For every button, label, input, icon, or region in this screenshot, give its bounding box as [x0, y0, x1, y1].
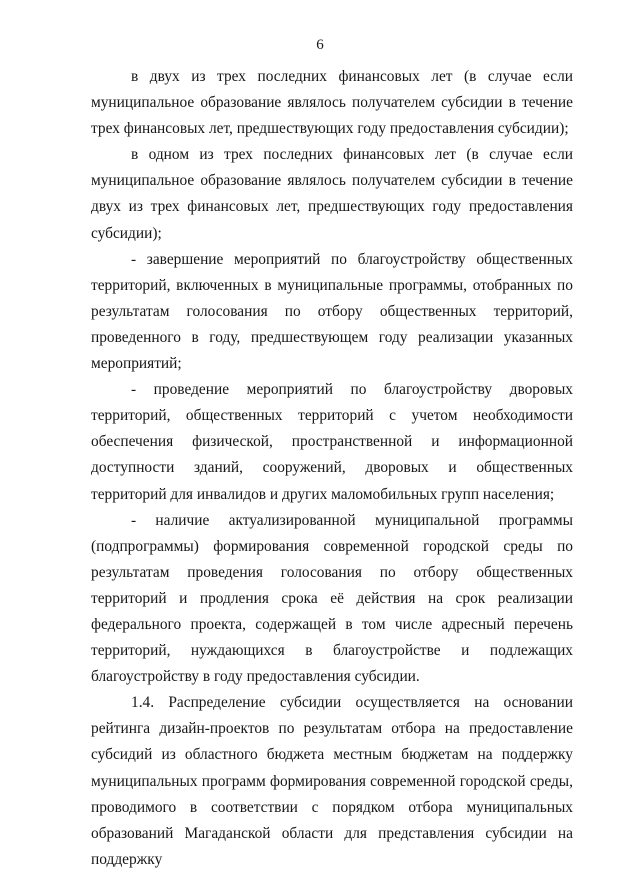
paragraph-one-of-three-years: в одном из трех последних финансовых лет (в случае если муниципальное образование являлось получателем субсидии в течение двух из трех финансовых лет, предшествующих году предоставления субсидии);	[91, 146, 573, 242]
paragraph-accessibility-works: - проведение мероприятий по благоустройству дворовых территорий, общественных территорий с учетом необходимости обеспечения физической, пространственной и информационной доступности зданий, сооружений, дворовых и общественных территорий для инвалидов и других маломобильных групп населения;	[91, 381, 573, 503]
paragraph-updated-program: - наличие актуализированной муниципальной программы (подпрограммы) формирования современной городской среды по результатам проведения голосования по отбору общественных территорий и продления срока её действия на срок реализации федерального проекта, содержащей в том числе адресный перечень территорий, нуждающихся в благоустройстве и подлежащих благоустройству в году предоставления субсидии.	[91, 511, 573, 686]
paragraph-two-of-three-years: в двух из трех последних финансовых лет (в случае если муниципальное образование являлось получателем субсидии в течение трех финансовых лет, предшествующих году предоставления субсидии);	[91, 68, 573, 138]
paragraph-completion-of-works: - завершение мероприятий по благоустройству общественных территорий, включенных в муниципальные программы, отобранных по результатам голосования по отбору общественных территорий, проведенного в году, предшествующем году реализации указанных мероприятий;	[91, 250, 573, 373]
page-number: 6	[316, 37, 324, 53]
document-body	[91, 64, 573, 873]
paragraph-section-1-4: 1.4. Распределение субсидии осуществляется на основании рейтинга дизайн-проектов по результатам отбора на предоставление субсидий из областного бюджета местным бюджетам на поддержку муниципальных программ формирования современной городской среды, проводимого в соответствии с порядком отбора муниципальных образований Магаданской области для представления субсидии на поддержку	[91, 694, 573, 868]
